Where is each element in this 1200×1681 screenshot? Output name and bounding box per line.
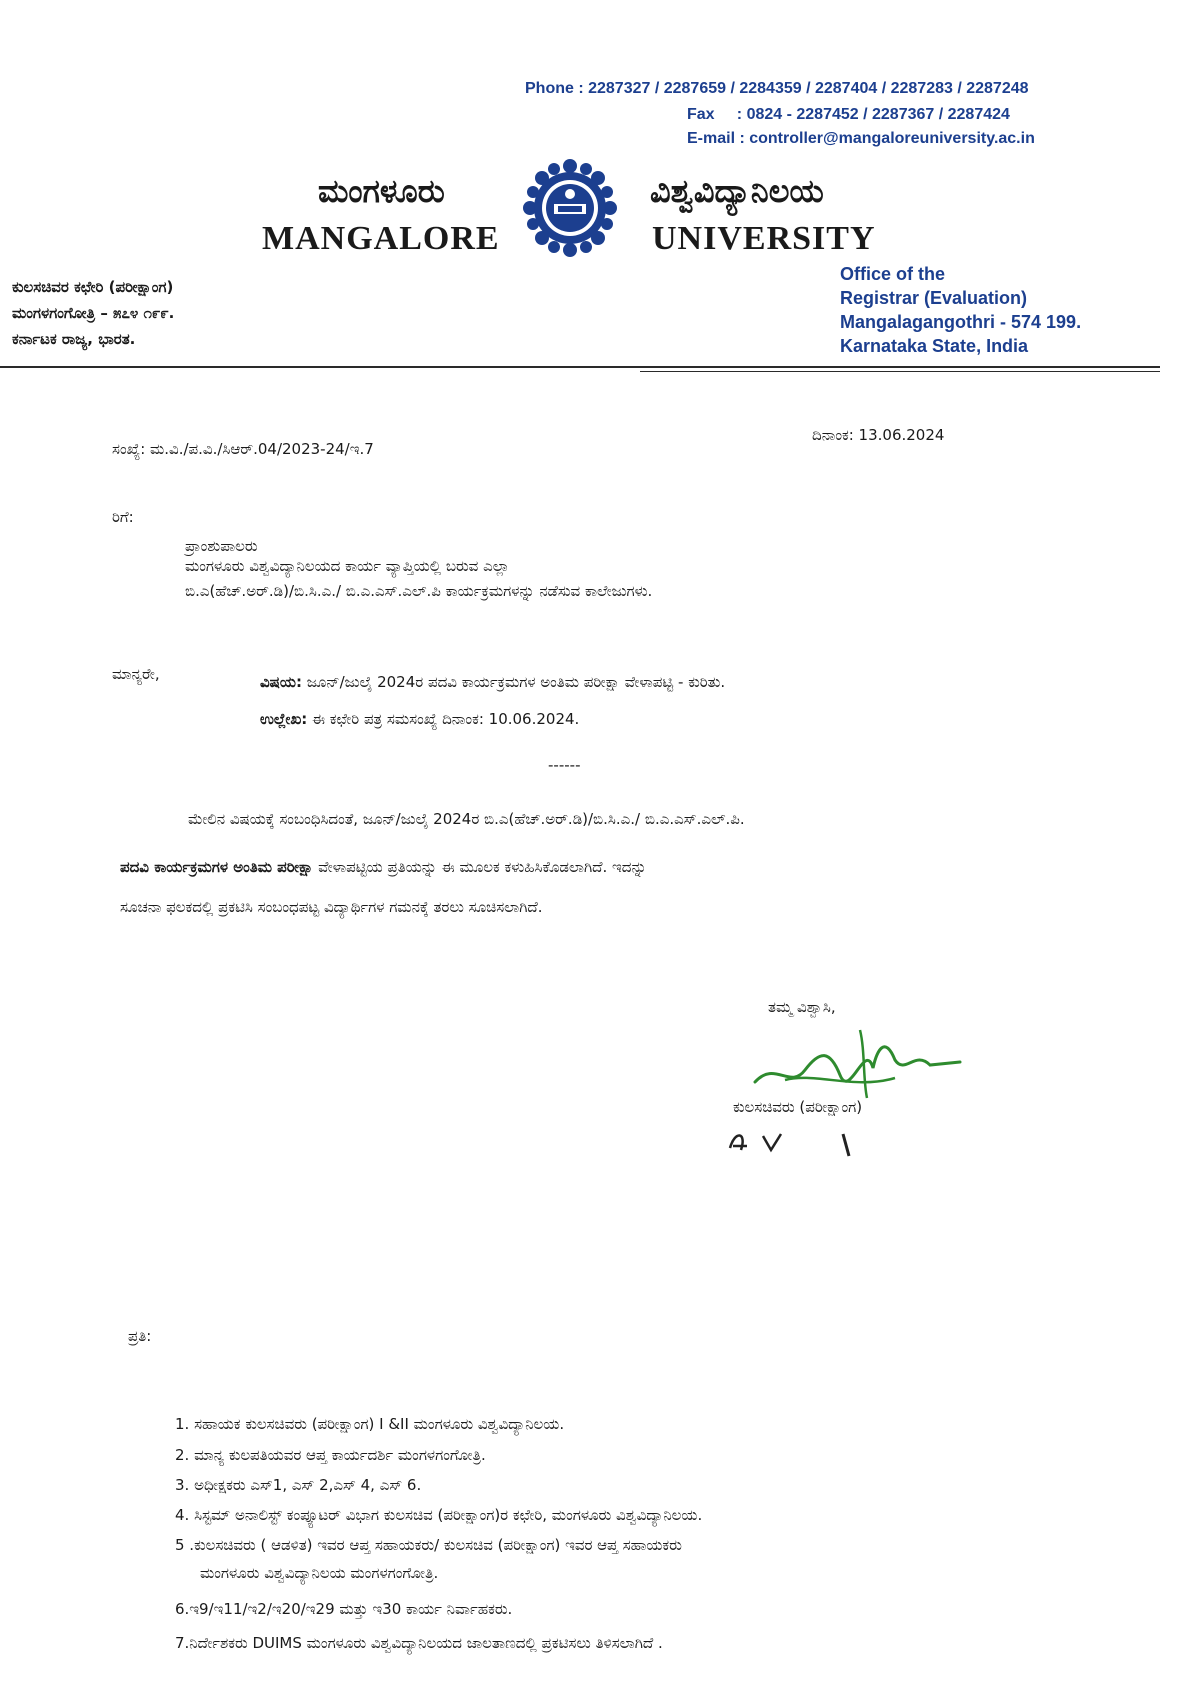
letter-date: ದಿನಾಂಕ: 13.06.2024 bbox=[812, 426, 945, 444]
subject-line bbox=[260, 673, 725, 691]
body-bold-phrase: ಪದವಿ ಕಾರ್ಯಕ್ರಮಗಳ ಅಂತಿಮ ಪರೀಕ್ಷಾ bbox=[120, 858, 314, 876]
body-text-rest: ವೇಳಾಪಟ್ಟಿಯ ಪ್ರತಿಯನ್ನು ಈ ಮೂಲಕ ಕಳುಹಿಸಿಕೊಡಲಾಗಿದೆ. ಇದನ್ನು bbox=[313, 858, 647, 876]
address-kannada bbox=[12, 278, 174, 356]
university-name-kannada-left: ಮಂಗಳೂರು bbox=[318, 172, 445, 210]
separator: ------ bbox=[548, 756, 581, 774]
body-line: ಮೇಲಿನ ವಿಷಯಕ್ಕೆ ಸಂಬಂಧಿಸಿದಂತೆ, ಜೂನ್/ಜುಲೈ 2024ರ ಬಿ.ಎ(ಹೆಚ್.ಅರ್.ಡಿ)/ಬಿ.ಸಿ.ಎ./ ಬಿ.ಎ.ಎಸ್.ಎಲ್.ಪಿ. bbox=[188, 810, 745, 828]
reference-line bbox=[260, 710, 579, 728]
university-name-english-left: MANGALORE bbox=[262, 220, 500, 257]
cc-item: 2. ಮಾನ್ಯ ಕುಲಪತಿಯವರ ಆಪ್ತ ಕಾರ್ಯದರ್ಶಿ ಮಂಗಳಗಂಗೋತ್ರಿ. bbox=[175, 1446, 486, 1464]
cc-item: 4. ಸಿಸ್ಟಮ್ ಅನಾಲಿಸ್ಟ್ ಕಂಪ್ಯೂಟರ್ ವಿಭಾಗ ಕುಲಸಚಿವ (ಪರೀಕ್ಷಾಂಗ)ರ ಕಛೇರಿ, ಮಂಗಳೂರು ವಿಶ್ವವಿದ್ಯಾನಿಲಯ. bbox=[175, 1506, 703, 1524]
address-english-line: Mangalagangothri - 574 199. bbox=[840, 312, 1082, 332]
cc-item: 3. ಅಧೀಕ್ಷಕರು ಎಸ್1, ಎಸ್ 2,ಎಸ್ 4, ಎಸ್ 6. bbox=[175, 1476, 422, 1494]
university-name-english-right: UNIVERSITY bbox=[652, 220, 876, 257]
reference-text: ಈ ಕಛೇರಿ ಪತ್ರ ಸಮಸಂಖ್ಯೆ ದಿನಾಂಕ: 10.06.2024. bbox=[307, 710, 580, 728]
address-english bbox=[840, 262, 1081, 358]
header-divider-thin bbox=[640, 371, 1160, 372]
address-english-line: Karnataka State, India bbox=[840, 336, 1029, 356]
address-english-line: Registrar (Evaluation) bbox=[840, 288, 1028, 308]
cc-item: 6.ಇ9/ಇ11/ಇ2/ಇ20/ಇ29 ಮತ್ತು ಇ30 ಕಾರ್ಯ ನಿರ್ವಾಹಕರು. bbox=[175, 1600, 513, 1618]
university-name-kannada-right: ವಿಶ್ವವಿದ್ಯಾನಿಲಯ bbox=[650, 172, 824, 210]
signature bbox=[745, 1020, 965, 1110]
cc-item: 1. ಸಹಾಯಕ ಕುಲಸಚಿವರು (ಪರೀಕ್ಷಾಂಗ) I &II ಮಂಗಳೂರು ವಿಶ್ವವಿದ್ಯಾನಿಲಯ. bbox=[175, 1415, 565, 1433]
recipient-line: ಪ್ರಾಂಶುಪಾಲರು bbox=[185, 537, 258, 555]
subject-label: ವಿಷಯ: bbox=[260, 673, 302, 691]
reference-number: ಸಂಖ್ಯೆ: ಮ.ವಿ./ಪ.ವಿ./ಸಿಆರ್.04/2023-24/ಇ.7 bbox=[112, 440, 374, 458]
cc-item: ಮಂಗಳೂರು ವಿಶ್ವವಿದ್ಯಾನಿಲಯ ಮಂಗಳಗಂಗೋತ್ರಿ. bbox=[200, 1564, 439, 1582]
address-kannada-line: ಮಂಗಳಗಂಗೋತ್ರಿ – ೫೭೪ ೧೯೯. bbox=[12, 304, 175, 322]
recipient-line: ಮಂಗಳೂರು ವಿಶ್ವವಿದ್ಯಾನಿಲಯದ ಕಾರ್ಯ ವ್ಯಾಪ್ತಿಯಲ್ಲಿ ಬರುವ ಎಲ್ಲಾ bbox=[185, 557, 510, 575]
address-kannada-line: ಕರ್ನಾಟಕ ರಾಜ್ಯ, ಭಾರತ. bbox=[12, 330, 136, 348]
handwritten-initials bbox=[725, 1120, 875, 1160]
address-english-line: Office of the bbox=[840, 264, 946, 284]
university-emblem-icon bbox=[522, 158, 618, 258]
closing: ತಮ್ಮ ವಿಶ್ವಾಸಿ, bbox=[768, 998, 836, 1016]
body-line: ಸೂಚನಾ ಫಲಕದಲ್ಲಿ ಪ್ರಕಟಿಸಿ ಸಂಬಂಧಪಟ್ಟ ವಿದ್ಯಾರ್ಥಿಗಳ ಗಮನಕ್ಕೆ ತರಲು ಸೂಚಿಸಲಾಗಿದೆ. bbox=[120, 898, 543, 916]
fax-numbers: Fax : 0824 - 2287452 / 2287367 / 2287424 bbox=[687, 106, 1010, 123]
recipient-line: ಬಿ.ಎ(ಹೆಚ್.ಅರ್.ಡಿ)/ಬಿ.ಸಿ.ಎ./ ಬಿ.ಎ.ಎಸ್.ಎಲ್.ಪಿ ಕಾರ್ಯಕ್ರಮಗಳನ್ನು ನಡೆಸುವ ಕಾಲೇಜುಗಳು. bbox=[185, 582, 653, 600]
subject-text: ಜೂನ್/ಜುಲೈ 2024ರ ಪದವಿ ಕಾರ್ಯಕ್ರಮಗಳ ಅಂತಿಮ ಪರೀಕ್ಷಾ ವೇಳಾಪಟ್ಟಿ - ಕುರಿತು. bbox=[301, 673, 726, 691]
body-line bbox=[120, 858, 647, 876]
cc-item: 7.ನಿರ್ದೇಶಕರು DUIMS ಮಂಗಳೂರು ವಿಶ್ವವಿದ್ಯಾನಿಲಯದ ಜಾಲತಾಣದಲ್ಲಿ ಪ್ರಕಟಿಸಲು ತಿಳಿಸಲಾಗಿದೆ . bbox=[175, 1634, 663, 1652]
to-label: ರಿಗೆ: bbox=[112, 508, 134, 526]
header-divider bbox=[0, 366, 1160, 368]
address-kannada-line: ಕುಲಸಚಿವರ ಕಛೇರಿ (ಪರೀಕ್ಷಾಂಗ) bbox=[12, 278, 174, 296]
signatory-title: ಕುಲಸಚಿವರು (ಪರೀಕ್ಷಾಂಗ) bbox=[733, 1098, 863, 1116]
email-address: E-mail : controller@mangaloreuniversity.ac.in bbox=[687, 130, 1035, 147]
salutation: ಮಾನ್ಯರೇ, bbox=[112, 665, 160, 683]
cc-item: 5 .ಕುಲಸಚಿವರು ( ಆಡಳಿತ) ಇವರ ಆಪ್ತ ಸಹಾಯಕರು/ ಕುಲಸಚಿವ (ಪರೀಕ್ಷಾಂಗ) ಇವರ ಆಪ್ತ ಸಹಾಯಕರು bbox=[175, 1536, 682, 1554]
reference-label: ಉಲ್ಲೇಖ: bbox=[260, 710, 308, 728]
phone-numbers: Phone : 2287327 / 2287659 / 2284359 / 2287404 / 2287283 / 2287248 bbox=[525, 80, 1029, 97]
cc-label: ಪ್ರತಿ: bbox=[128, 1327, 152, 1345]
